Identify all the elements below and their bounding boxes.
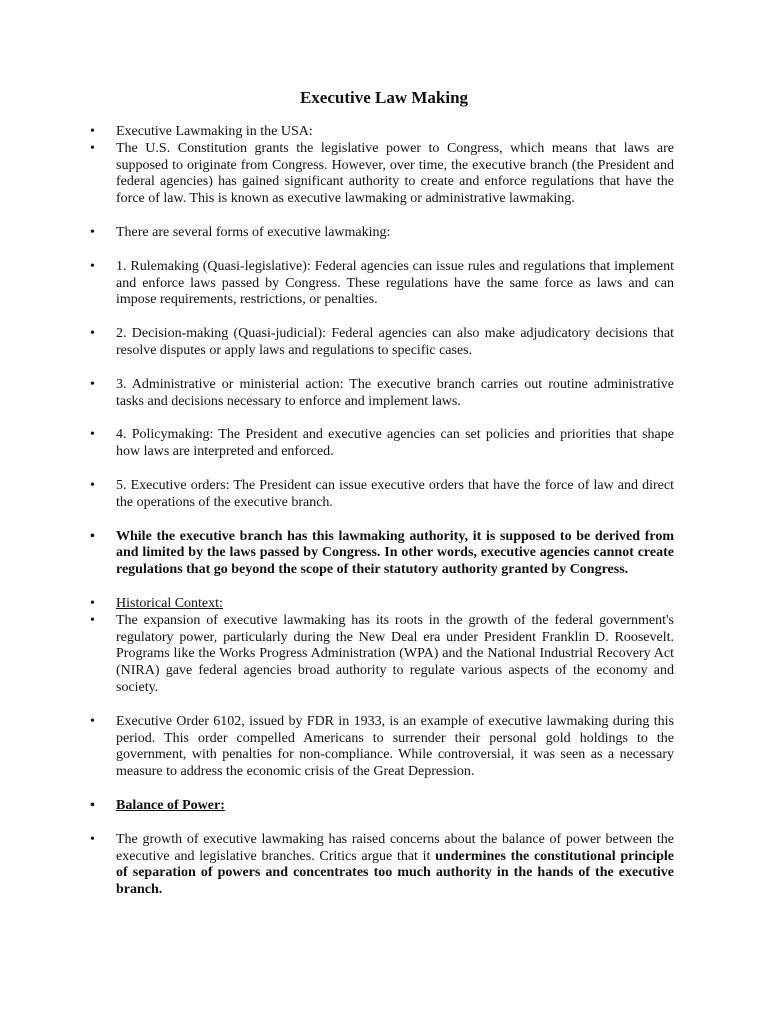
bullet-item-executive-order-6102 — [90, 714, 674, 781]
bullet-text: 4. Policymaking: The President and executive agencies can set policies and priorities that shape how laws are interpreted and enforced. — [116, 427, 674, 460]
bullet-icon: • — [90, 376, 95, 392]
bullet-icon: • — [90, 713, 95, 729]
section-heading: Historical Context: — [116, 595, 223, 611]
bullet-icon: • — [90, 326, 95, 342]
bullet-icon: • — [90, 140, 95, 156]
bullet-icon: • — [90, 612, 95, 628]
bullet-text: Executive Order 6102, issued by FDR in 1933, is an example of executive lawmaking during this period. This order compelled Americans to surrender their personal gold holdings to the government, with penalties for non-compliance. While controversial, it was seen as a necessary measure to address the economic crisis of the Great Depression. — [116, 713, 674, 780]
bullet-text: 3. Administrative or ministerial action: The executive branch carries out routine administrative tasks and decisions necessary to enforce and implement laws. — [116, 376, 674, 409]
bullet-text: There are several forms of executive lawmaking: — [116, 224, 391, 240]
bullet-text-emphasis: undermines the constitutional principle of separation of powers and concentrates too much authority in the hands of the executive branch. — [116, 848, 674, 898]
document-title: Executive Law Making — [299, 88, 469, 107]
bullet-text: While the executive branch has this lawmaking authority, it is supposed to be derived from and limited by the laws passed by Congress. In other words, executive agencies cannot create regulations that go beyond the scope of their statutory authority granted by Congress. — [116, 528, 674, 578]
bullet-item-lawmaking-heading — [90, 124, 674, 141]
bullet-icon: • — [90, 427, 95, 443]
bullet-icon: • — [90, 797, 95, 813]
bullet-item-balance-concerns — [90, 832, 674, 899]
bullet-text: The growth of executive lawmaking has raised concerns about the balance of power between the executive and legislative branches. Critics argue that it — [116, 831, 674, 864]
bullet-icon: • — [90, 528, 95, 544]
bullet-icon: • — [90, 831, 95, 847]
bullet-item-executive-orders — [90, 478, 674, 512]
bullet-item-policymaking — [90, 427, 674, 461]
bullet-list — [90, 124, 674, 899]
bullet-text: 5. Executive orders: The President can issue executive orders that have the force of law and direct the operations of the executive branch. — [116, 477, 674, 510]
bullet-item-administrative-action — [90, 377, 674, 411]
bullet-item-rulemaking — [90, 259, 674, 309]
bullet-icon: • — [90, 477, 95, 493]
bullet-icon: • — [90, 224, 95, 240]
bullet-text: Executive Lawmaking in the USA: — [116, 124, 313, 139]
bullet-icon: • — [90, 258, 95, 274]
bullet-text: 1. Rulemaking (Quasi-legislative): Federal agencies can issue rules and regulations that implement and enforce laws passed by Congress. These regulations have the same force as laws and can impose requirements, restrictions, or penalties. — [116, 258, 674, 308]
section-heading: Balance of Power: — [116, 797, 225, 813]
bullet-icon: • — [90, 595, 95, 611]
bullet-icon: • — [90, 124, 95, 139]
bullet-item-balance-of-power-heading — [90, 798, 674, 815]
bullet-text: The U.S. Constitution grants the legislative power to Congress, which means that laws are supposed to originate from Congress. However, over time, the executive branch (the President and federal agencies) has gained significant authority to create and enforce regulations that have the force of law. This is known as executive lawmaking or administrative lawmaking. — [116, 140, 674, 207]
bullet-text: The expansion of executive lawmaking has its roots in the growth of the federal government's regulatory power, particularly during the New Deal era under President Franklin D. Roosevelt. Programs like the Works Progress Administration (WPA) and the National Industrial Recovery Act (NIRA) gave federal agencies broad authority to regulate various aspects of the economy and society. — [116, 612, 674, 695]
bullet-item-constitution — [90, 141, 674, 208]
bullet-item-authority-limits — [90, 529, 674, 579]
bullet-item-new-deal — [90, 613, 674, 697]
bullet-item-historical-context-heading — [90, 596, 674, 613]
bullet-text: 2. Decision-making (Quasi-judicial): Federal agencies can also make adjudicatory decisions that resolve disputes or apply laws and regulations to specific cases. — [116, 326, 674, 358]
bullet-item-forms-intro — [90, 225, 674, 242]
bullet-item-decision-making — [90, 326, 674, 360]
